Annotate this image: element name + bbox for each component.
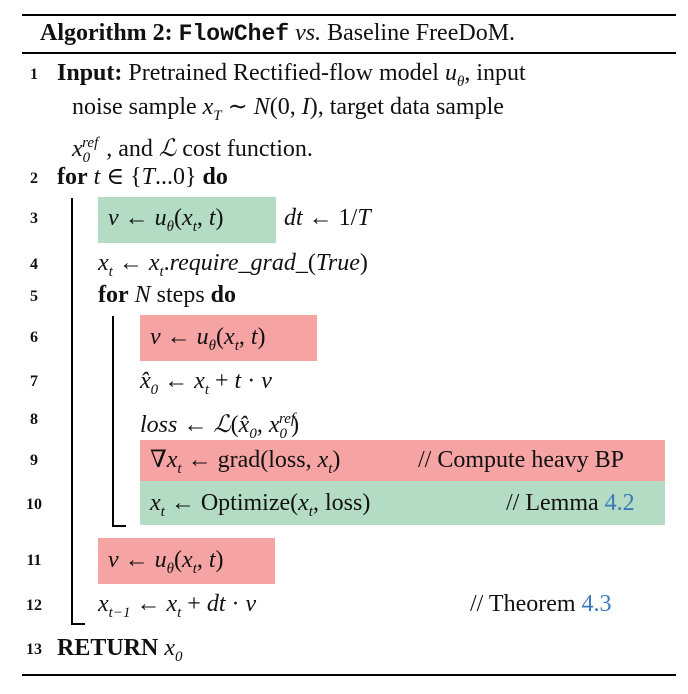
line1-text [57,58,526,97]
line9-text: $\nabla x_t$ ← grad(loss, $x_t$) [150,447,341,477]
line6-text: v ← $u_\theta(x_t$, t) [150,324,266,354]
cost-symbol: ℒ [158,136,177,162]
line1-a: Pretrained Rectified-flow model [128,60,439,86]
line2-text [57,162,228,192]
do-keyword: do [210,282,237,308]
input-keyword: Input: [57,60,123,86]
return-value: $x_0$ [164,635,183,665]
line-number: 9 [30,452,38,469]
line3-text: v ← $u_\theta(x_t$, t) [108,205,224,235]
line5-text [98,280,236,310]
line10-text: $x_t$ ← $Optimize(x_t$, loss) [150,490,371,520]
line9-comment: // Compute heavy BP [418,447,624,473]
line1-c: noise sample [72,94,197,120]
algorithm-title [40,18,515,49]
line-number: 5 [30,288,38,305]
loop-range: t ∈ {T...0} [93,164,197,190]
line-number: 2 [30,170,38,187]
algorithm-label: Algorithm 2: [40,20,173,46]
line-number: 10 [26,496,42,513]
line3-dt: dt ← 1/T [284,205,371,231]
do-keyword: do [202,164,228,190]
for-keyword: for [98,282,129,308]
for-loop-scope-end [71,623,85,625]
noise-expression: $x_T$ ∼ N(0, I) [202,94,318,124]
line-number: 1 [30,66,38,83]
ref-sample-symbol: $x_0^{ref}$ [72,135,99,166]
inner-loop-scope-end [112,525,126,527]
line-number: 12 [26,597,42,614]
return-keyword: RETURN [57,635,159,661]
line12-comment [470,589,612,619]
lemma-link[interactable]: 4.2 [604,490,635,516]
line1-b: , input [464,60,526,86]
line13-text [57,633,183,672]
for-loop-scope-line [71,198,73,624]
line-number: 6 [30,329,38,346]
model-symbol: $u_\theta$ [444,60,465,90]
top-rule [22,14,676,16]
line-number: 8 [30,411,38,428]
theorem-text: // Theorem [470,591,576,617]
line1-e: , and [106,136,153,162]
vs-text: vs. [295,20,322,46]
line10-comment [506,488,635,518]
line-number: 13 [26,641,42,658]
line-number: 7 [30,373,38,390]
line4-text: $x_t$ ← $x_t.require\_grad\_(True)$ [98,250,368,280]
steps-text: steps [156,282,205,308]
theorem-link[interactable]: 4.3 [581,591,612,617]
lemma-text: // Lemma [506,490,599,516]
bottom-rule [22,674,676,676]
line8-text: loss ← $ℒ(x̂_0$, $x_0^{ref}$) [140,411,300,442]
line-number: 3 [30,210,38,227]
line-number: 4 [30,256,38,273]
title-rule [22,52,676,54]
method-name: FlowChef [178,21,290,47]
baseline-text: Baseline FreeDoM. [327,20,516,46]
line1-f: cost function. [182,136,313,162]
line1-text-2 [72,92,504,131]
line12-text: $x_{t-1}$ ← $x_t$ + dt · v [98,591,257,621]
line1-d: , target data sample [317,94,504,120]
line7-text: $x̂_0$ ← $x_t + t \cdot v$ [140,368,272,398]
line-number: 11 [26,552,42,569]
inner-loop-scope-line [112,316,114,526]
n-symbol: N [134,282,151,308]
line11-text: v ← $u_\theta(x_t$, t) [108,547,224,577]
for-keyword: for [57,164,88,190]
